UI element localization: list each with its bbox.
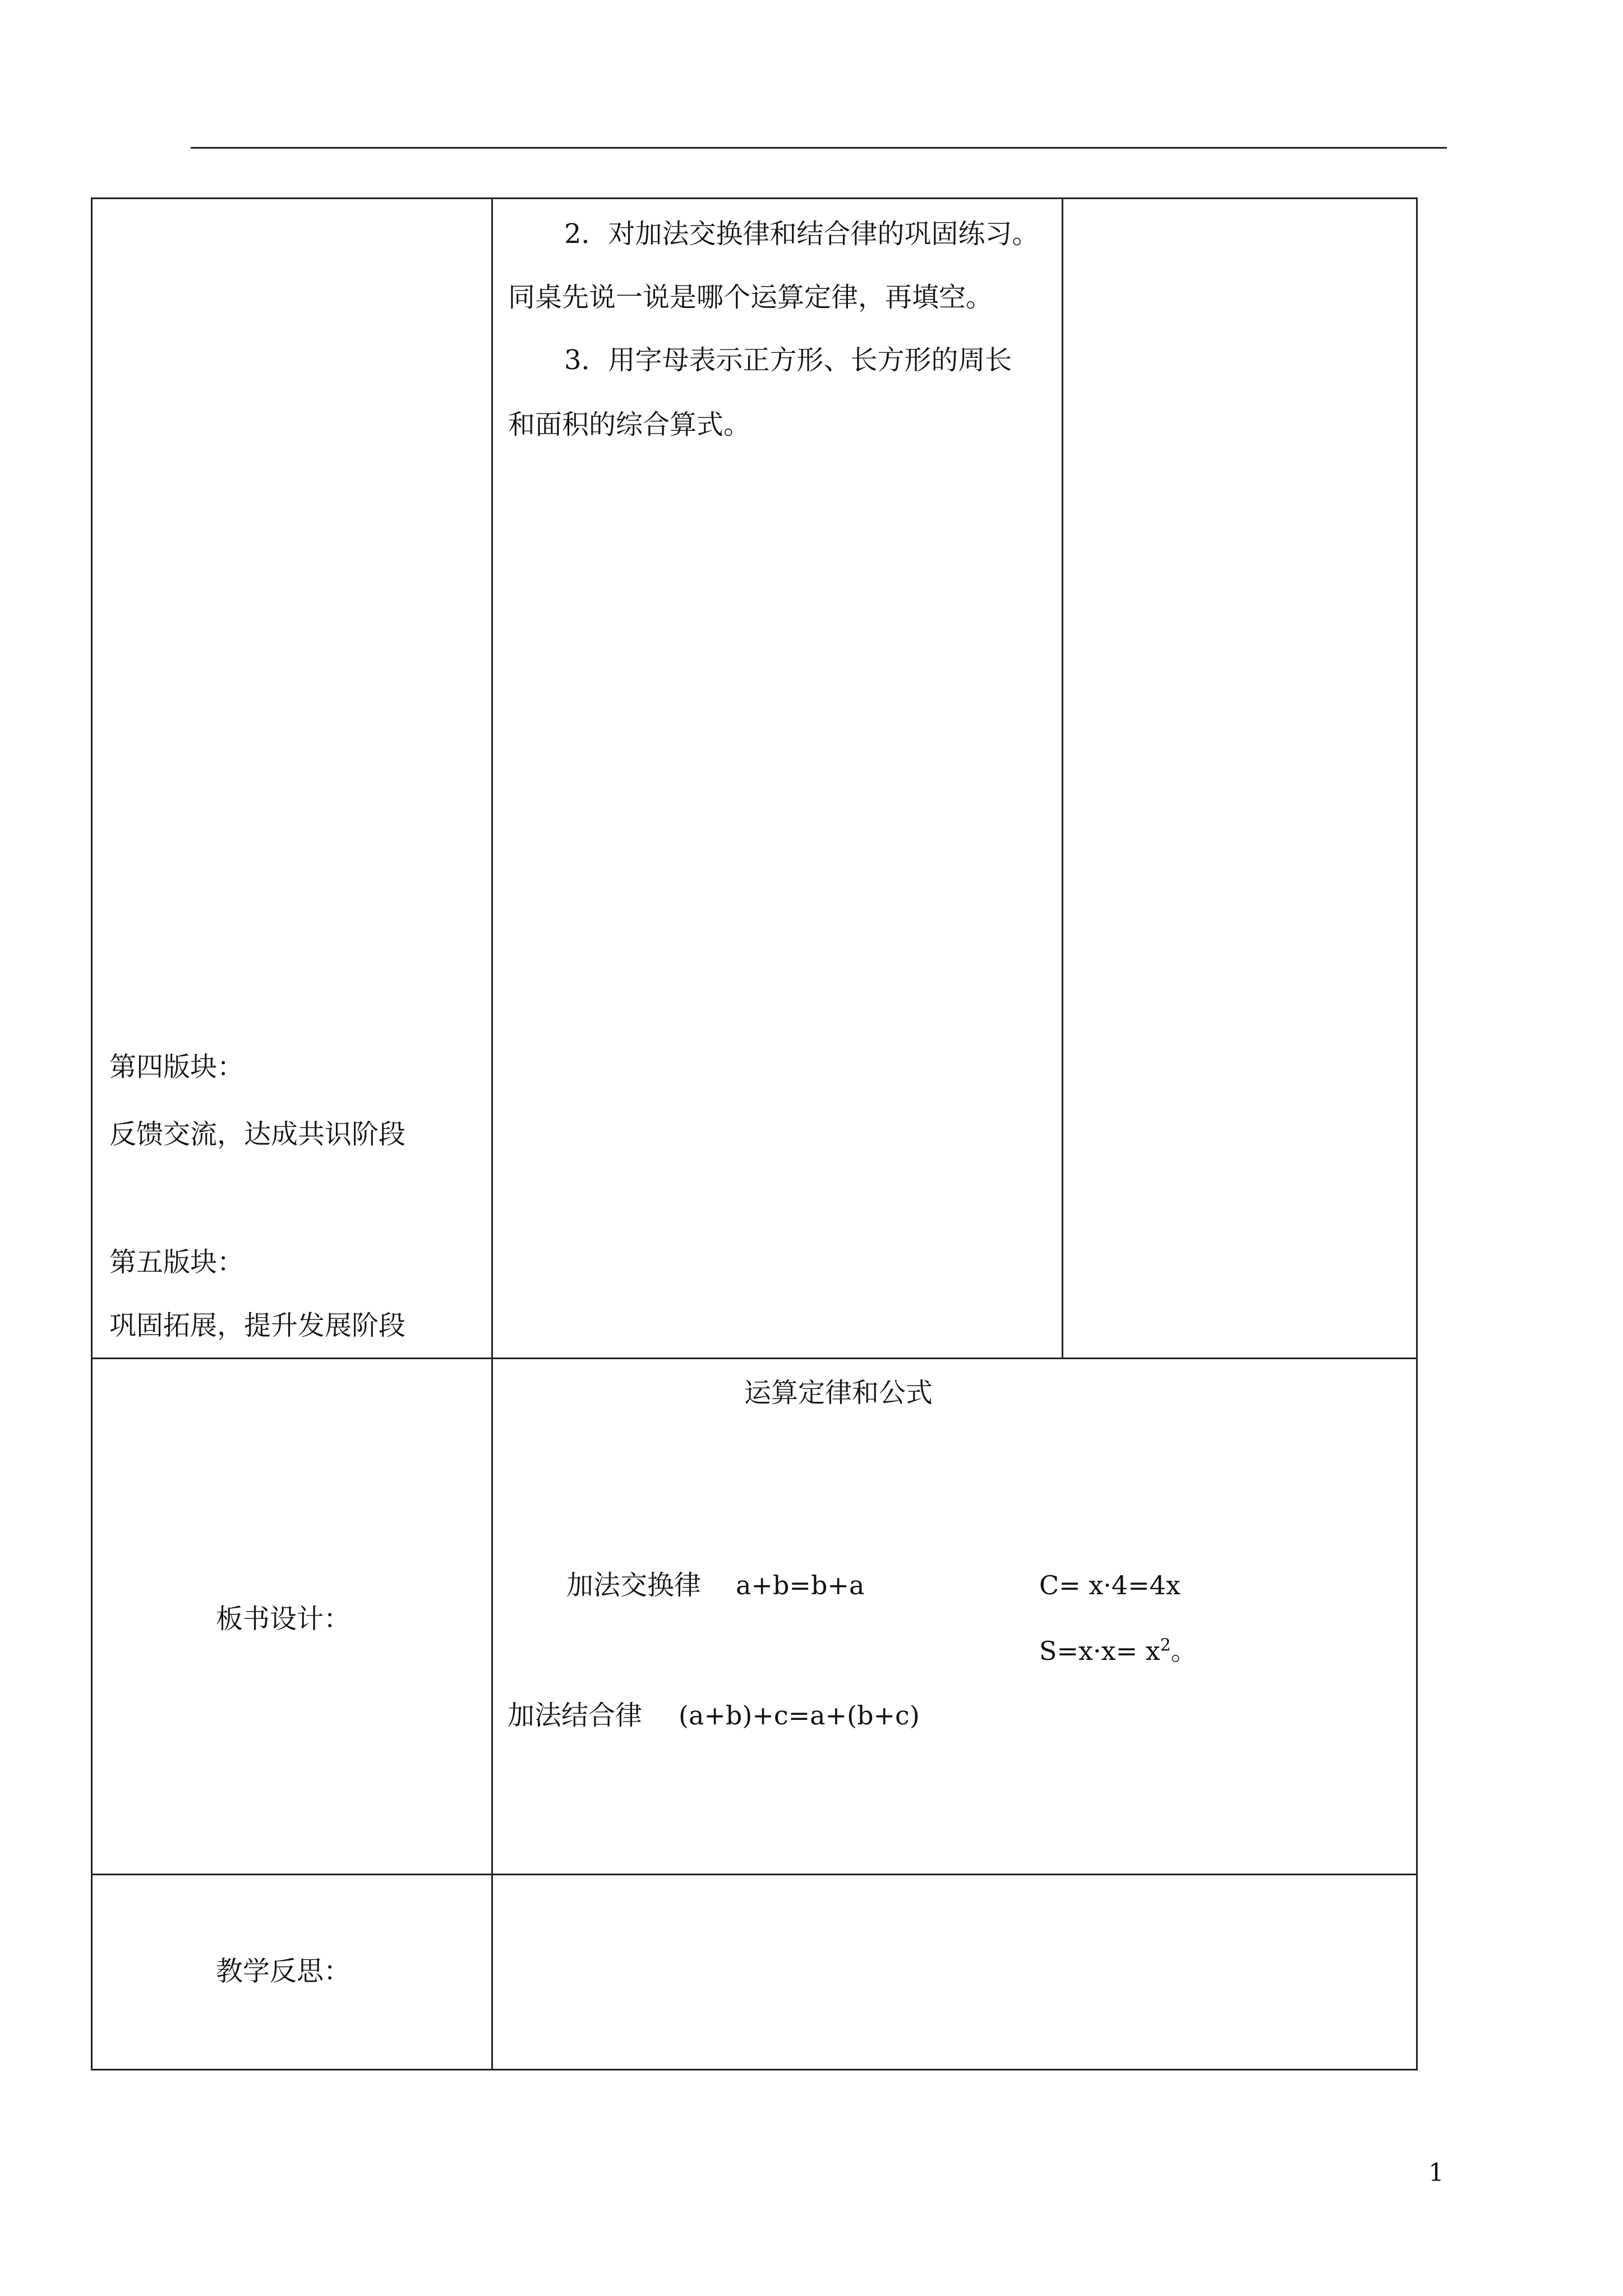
- area-formula: $S=x\cdot x= x^2$。: [1039, 1635, 1197, 1666]
- column-divider: [491, 197, 493, 2070]
- activity-line: 2．对加法交换律和结合律的巩固练习。: [564, 218, 1039, 250]
- header-rule: [191, 147, 1447, 149]
- board-design-title: 运算定律和公式: [744, 1377, 933, 1409]
- board-design-label: 板书设计：: [216, 1603, 351, 1635]
- row-divider: [91, 1358, 1418, 1359]
- table-border-top: [91, 197, 1418, 199]
- column-divider: [1062, 197, 1063, 1359]
- associative-law-name: 加法结合律: [508, 1700, 643, 1731]
- table-border-left: [91, 197, 93, 2070]
- activity-line: 同桌先说一说是哪个运算定律，再填空。: [508, 282, 993, 313]
- associative-law-formula: (a+b)+c=a+(b+c): [679, 1700, 920, 1731]
- table-border-bottom: [91, 2069, 1418, 2070]
- commutative-law-formula: a+b=b+a: [736, 1570, 865, 1600]
- commutative-law-name: 加法交换律: [566, 1570, 702, 1601]
- stage-label: 巩固拓展，提升发展阶段: [109, 1310, 406, 1341]
- activity-line: 3．用字母表示正方形、长方形的周长: [564, 344, 1012, 376]
- row-divider: [91, 1874, 1418, 1875]
- stage-label: 第五版块：: [109, 1246, 245, 1278]
- activity-line: 和面积的综合算式。: [508, 409, 751, 440]
- exponent: 2: [1160, 1635, 1171, 1655]
- reflection-label: 教学反思：: [216, 1955, 351, 1987]
- perimeter-formula: C= x·4=4x: [1039, 1570, 1181, 1600]
- page-number: 1: [1428, 2159, 1444, 2187]
- stage-label: 第四版块：: [109, 1051, 245, 1083]
- stage-label: 反馈交流，达成共识阶段: [109, 1119, 406, 1150]
- table-border-right: [1416, 197, 1418, 2070]
